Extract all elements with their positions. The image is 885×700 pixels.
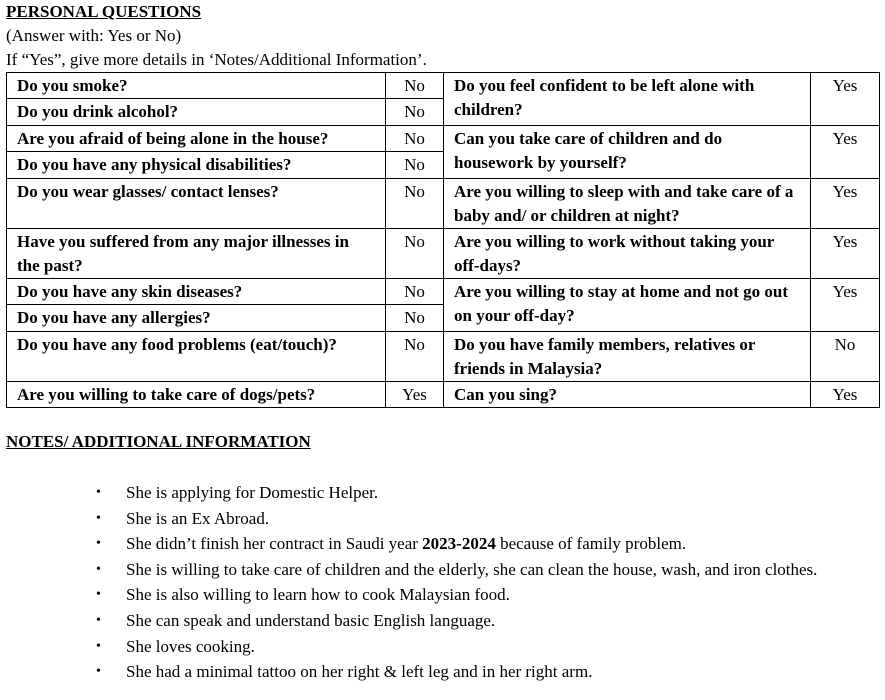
notes-list	[0, 481, 885, 686]
question-right-6: Do you have family members, relatives or friends in Malaysia?	[444, 332, 811, 382]
bullet-icon: •	[96, 612, 101, 628]
answer-left-1: No	[386, 73, 444, 99]
answer-right-2: Yes	[811, 126, 880, 179]
question-left-3: Are you afraid of being alone in the house?	[7, 126, 386, 152]
table-row	[7, 179, 880, 229]
answer-right-4: Yes	[811, 229, 880, 279]
list-item	[0, 660, 885, 686]
bullet-icon: •	[96, 536, 101, 552]
bullet-icon: •	[96, 485, 101, 500]
question-right-5: Are you willing to stay at home and not go out on your off-day?	[444, 279, 811, 332]
bullet-icon: •	[96, 664, 101, 680]
answer-left-8: No	[386, 305, 444, 332]
answer-right-1: Yes	[811, 73, 880, 126]
answer-instruction: (Answer with: Yes or No)	[6, 26, 182, 45]
table-row	[7, 332, 880, 382]
answer-right-5: Yes	[811, 279, 880, 332]
question-left-1: Do you smoke?	[7, 73, 386, 99]
question-left-4: Do you have any physical disabilities?	[7, 152, 386, 179]
list-item	[0, 635, 885, 661]
answer-left-10: Yes	[386, 382, 444, 408]
note-text: She is also willing to learn how to cook Malaysian food.	[126, 585, 510, 605]
note-text: She loves cooking.	[126, 636, 255, 656]
question-right-7: Can you sing?	[444, 382, 811, 408]
bullet-icon: •	[96, 638, 101, 654]
note-text: She is an Ex Abroad.	[126, 508, 270, 528]
note-text: She can speak and understand basic English language.	[126, 610, 496, 630]
question-right-4: Are you willing to work without taking your off-days?	[444, 229, 811, 279]
section-title-personal-questions: PERSONAL QUESTIONS	[6, 2, 202, 21]
note-highlight-years: 2023-2024	[422, 534, 496, 554]
bullet-icon: •	[96, 587, 101, 603]
answer-left-2: No	[386, 99, 444, 126]
question-left-7: Do you have any skin diseases?	[7, 279, 386, 305]
list-item	[0, 558, 885, 584]
table-row	[7, 382, 880, 408]
table-row	[7, 73, 880, 99]
question-right-1: Do you feel confident to be left alone with children?	[444, 73, 811, 126]
note-text: She had a minimal tattoo on her right & left leg and in her right arm.	[126, 662, 593, 682]
question-left-5: Do you wear glasses/ contact lenses?	[7, 179, 386, 229]
question-left-6: Have you suffered from any major illnesses in the past?	[7, 229, 386, 279]
answer-left-4: No	[386, 152, 444, 179]
list-item	[0, 507, 885, 533]
bullet-icon: •	[96, 561, 101, 577]
note-text: She didn’t finish her contract in Saudi year	[126, 534, 423, 554]
table-row	[7, 279, 880, 305]
list-item	[0, 609, 885, 635]
answer-right-7: Yes	[811, 382, 880, 408]
answer-left-6: No	[386, 229, 444, 279]
list-item	[0, 583, 885, 609]
section-title-notes: NOTES/ ADDITIONAL INFORMATION	[6, 432, 311, 451]
answer-right-6: No	[811, 332, 880, 382]
answer-right-3: Yes	[811, 179, 880, 229]
table-row	[7, 126, 880, 152]
table-row	[7, 229, 880, 279]
answer-left-3: No	[386, 126, 444, 152]
answer-left-9: No	[386, 332, 444, 382]
question-left-10: Are you willing to take care of dogs/pets?	[7, 382, 386, 408]
question-left-8: Do you have any allergies?	[7, 305, 386, 332]
question-left-2: Do you drink alcohol?	[7, 99, 386, 126]
note-text: She is applying for Domestic Helper.	[126, 483, 379, 502]
answer-left-7: No	[386, 279, 444, 305]
details-instruction: If “Yes”, give more details in ‘Notes/Additional Information’.	[6, 50, 427, 69]
answer-left-5: No	[386, 179, 444, 229]
bullet-icon: •	[96, 510, 101, 526]
note-text: She is willing to take care of children and the elderly, she can clean the house, wash, and iron clothes.	[126, 559, 818, 579]
list-item	[0, 481, 885, 507]
question-right-3: Are you willing to sleep with and take care of a baby and/ or children at night?	[444, 179, 811, 229]
question-right-2: Can you take care of children and do housework by yourself?	[444, 126, 811, 179]
question-left-9: Do you have any food problems (eat/touch)?	[7, 332, 386, 382]
note-text: because of family problem.	[495, 534, 687, 554]
list-item	[0, 532, 885, 558]
questions-table	[6, 72, 880, 408]
